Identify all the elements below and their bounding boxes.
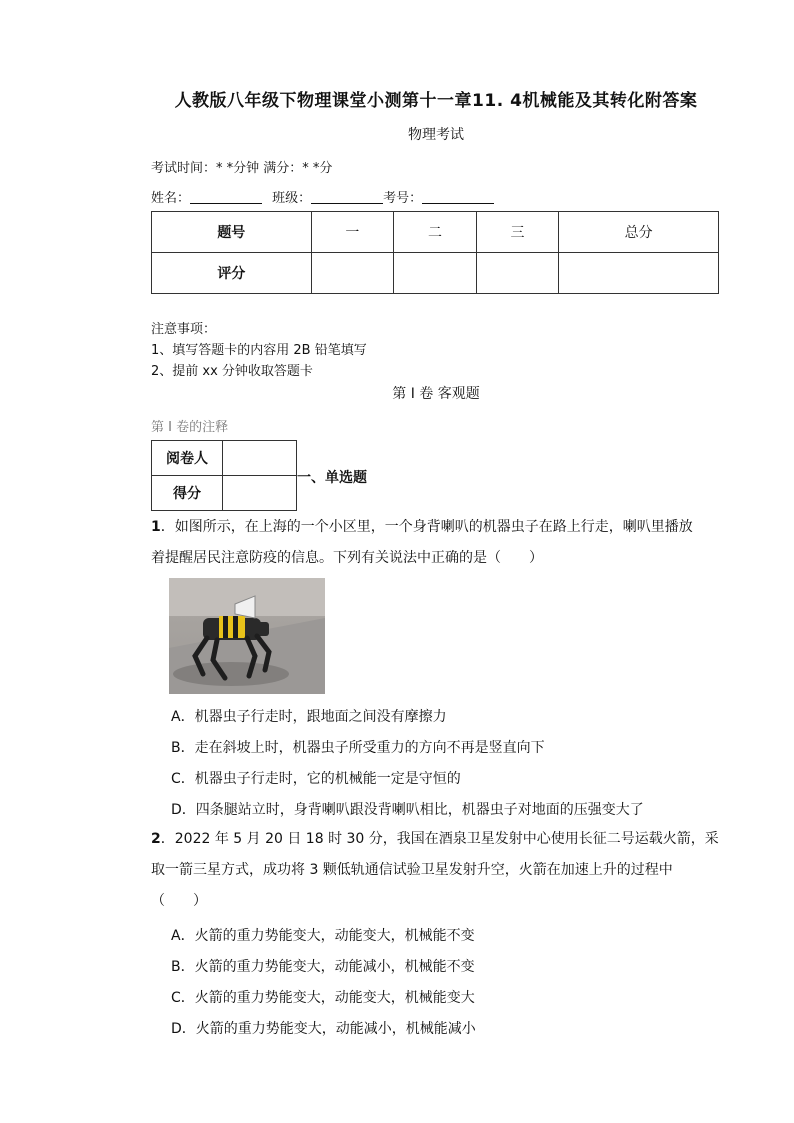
score-table-header-cell: 题号 xyxy=(152,212,312,253)
question-text: ．2022 年 5 月 20 日 18 时 30 分，我国在酒泉卫星发射中心使用长征二号运载火箭，采 xyxy=(160,831,719,847)
question-number: 1 xyxy=(151,519,161,535)
score-table-header-cell: 一 xyxy=(311,212,394,253)
number-blank[interactable] xyxy=(422,190,494,204)
score-table-header-cell: 总分 xyxy=(559,212,719,253)
score-cell[interactable] xyxy=(476,253,559,294)
note-item: 1、填写答题卡的内容用 2B 铅笔填写 xyxy=(151,343,367,358)
score-table-score-row xyxy=(152,253,719,294)
question-2-option-d[interactable]: D．火箭的重力势能变大，动能减小，机械能减小 xyxy=(171,1021,476,1037)
page-title: 人教版八年级下物理课堂小测第十一章11. 4机械能及其转化附答案 xyxy=(174,91,698,111)
class-blank[interactable] xyxy=(311,190,383,204)
question-1-line-2: 着提醒居民注意防疫的信息。下列有关说法中正确的是（ ） xyxy=(151,550,543,566)
score-cell[interactable] xyxy=(311,253,394,294)
note-item: 2、提前 xx 分钟收取答题卡 xyxy=(151,364,313,379)
question-2-line-2: 取一箭三星方式，成功将 3 颗低轨通信试验卫星发射升空，火箭在加速上升的过程中 xyxy=(151,862,673,878)
part-title xyxy=(297,467,367,487)
question-2-option-c[interactable]: C．火箭的重力势能变大，动能变大，机械能变大 xyxy=(171,990,475,1006)
question-1-option-b[interactable]: B．走在斜坡上时，机器虫子所受重力的方向不再是竖直向下 xyxy=(171,740,545,756)
question-1-option-c[interactable]: C．机器虫子行走时，它的机械能一定是守恒的 xyxy=(171,771,461,787)
score-table-header-cell: 三 xyxy=(476,212,559,253)
question-2-option-a[interactable]: A．火箭的重力势能变大，动能变大，机械能不变 xyxy=(171,928,475,944)
section-annotation: 第 I 卷的注释 xyxy=(151,420,229,435)
score-table xyxy=(151,211,719,294)
number-label: 考号： xyxy=(383,191,423,206)
score-cell[interactable] xyxy=(394,253,477,294)
name-label: 姓名： xyxy=(151,191,191,206)
grader-row xyxy=(152,441,297,476)
question-2-line-1 xyxy=(151,824,721,855)
grader-score-cell[interactable] xyxy=(223,476,297,511)
grader-score-row xyxy=(152,476,297,511)
question-1-line-1 xyxy=(151,512,721,543)
score-cell[interactable] xyxy=(559,253,719,294)
grader-score-label: 得分 xyxy=(152,476,223,511)
page-subtitle: 物理考试 xyxy=(408,127,464,143)
class-label: 班级： xyxy=(272,191,312,206)
section-title: 第 I 卷 客观题 xyxy=(392,386,480,402)
notes-heading: 注意事项： xyxy=(151,322,217,337)
student-info-line xyxy=(151,187,494,206)
grader-label: 阅卷人 xyxy=(152,441,223,476)
score-row-label: 评分 xyxy=(152,253,312,294)
name-blank[interactable] xyxy=(190,190,262,204)
question-2-line-3: （ ） xyxy=(151,893,207,909)
score-table-header-row xyxy=(152,212,719,253)
question-number: 2 xyxy=(151,831,161,847)
grader-table xyxy=(151,440,297,511)
question-1-option-a[interactable]: A．机器虫子行走时，跟地面之间没有摩擦力 xyxy=(171,709,447,725)
exam-time-line: 考试时间：* *分钟 满分：* *分 xyxy=(151,161,333,176)
part-title-text: 一、单选题 xyxy=(297,470,367,486)
score-table-header-cell: 二 xyxy=(394,212,477,253)
question-1-option-d[interactable]: D．四条腿站立时，身背喇叭跟没背喇叭相比，机器虫子对地面的压强变大了 xyxy=(171,802,644,818)
question-text: ．如图所示，在上海的一个小区里，一个身背喇叭的机器虫子在路上行走，喇叭里播放 xyxy=(160,519,693,535)
robot-dog-photo xyxy=(169,578,325,694)
grader-cell[interactable] xyxy=(223,441,297,476)
robot-dog-illustration xyxy=(169,578,325,694)
question-2-option-b[interactable]: B．火箭的重力势能变大，动能减小，机械能不变 xyxy=(171,959,475,975)
